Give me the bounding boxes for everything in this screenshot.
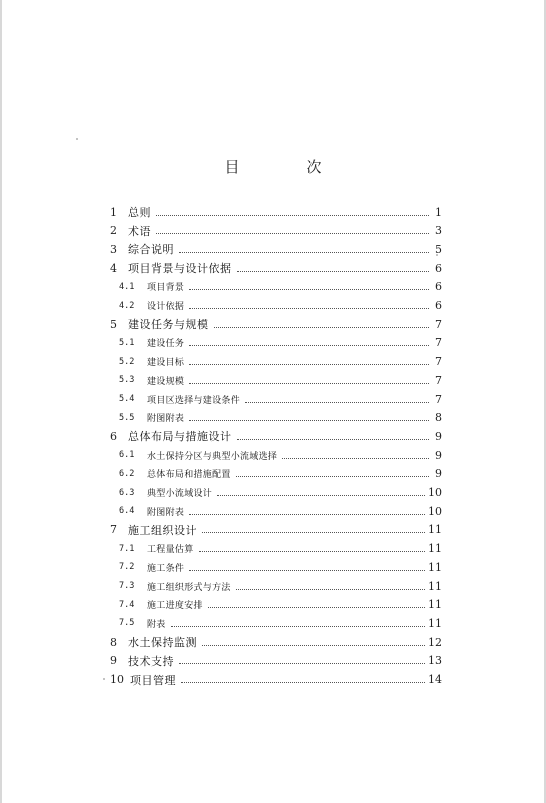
toc-entry-number: 6.2 <box>119 468 135 479</box>
toc-entry[interactable] <box>110 465 442 483</box>
toc-entry-page: 8 <box>435 411 442 425</box>
toc-dot-leader <box>156 213 429 216</box>
toc-entry-number: 4 <box>110 261 117 275</box>
toc-entry-page: 11 <box>428 523 442 537</box>
toc-entry-number: 1 <box>110 205 117 219</box>
toc-entry-number: 5.4 <box>119 394 135 404</box>
toc-dot-leader <box>236 587 425 590</box>
toc-entry[interactable] <box>110 484 442 502</box>
toc-entry-page: 7 <box>435 373 442 387</box>
toc-entry[interactable] <box>110 502 442 520</box>
toc-entry[interactable] <box>110 596 442 614</box>
toc-entry[interactable] <box>110 446 442 464</box>
toc-dot-leader <box>217 493 425 496</box>
toc-entry-label: 建设任务 <box>147 339 185 350</box>
toc-entry-label: 总则 <box>128 206 151 219</box>
toc-dot-leader <box>189 343 429 346</box>
page-left-edge <box>0 0 2 803</box>
toc-entry-number: 7.5 <box>119 618 135 629</box>
toc-entry-page: 7 <box>435 336 442 350</box>
toc-entry-number: 4.1 <box>119 281 135 292</box>
toc-entry-number: 6.4 <box>119 506 135 517</box>
scan-speck <box>103 678 105 680</box>
toc-entry-page: 11 <box>428 616 442 630</box>
toc-dot-leader <box>189 306 429 309</box>
toc-dot-leader <box>171 624 425 627</box>
toc-entry-number: 7.2 <box>119 562 135 573</box>
toc-dot-leader <box>237 437 430 440</box>
toc-entry-label: 项目区选择与建设条件 <box>147 395 241 406</box>
toc-entry-page: 7 <box>435 392 442 406</box>
toc-entry-number: 8 <box>110 635 117 649</box>
toc-dot-leader <box>189 381 429 384</box>
toc-entry[interactable] <box>110 297 442 315</box>
toc-dot-leader <box>189 568 425 571</box>
toc-entry-label: 建设任务与规模 <box>128 318 209 332</box>
toc-entry-number: 6.3 <box>119 487 135 498</box>
toc-entry-label: 项目背景与设计依据 <box>128 262 232 276</box>
toc-entry-label: 工程量估算 <box>147 545 194 556</box>
toc-entry-page: 6 <box>435 261 442 275</box>
toc-entry-page: 3 <box>435 224 442 238</box>
toc-entry-label: 项目管理 <box>130 673 176 687</box>
toc-entry[interactable] <box>110 259 442 277</box>
toc-entry-label: 施工组织形式与方法 <box>147 582 231 593</box>
toc-entry-label: 施工条件 <box>147 563 185 574</box>
toc-entry-number: 10 <box>110 673 124 686</box>
toc-entry[interactable] <box>110 240 442 258</box>
toc-dot-leader <box>282 456 429 459</box>
toc-entry-page: 6 <box>435 299 442 312</box>
toc-entry[interactable] <box>110 353 442 371</box>
toc-entry-label: 附表 <box>147 619 166 630</box>
toc-entry[interactable] <box>110 633 442 651</box>
toc-entry-page: 13 <box>428 654 442 668</box>
toc-entry-number: 6 <box>110 429 117 443</box>
toc-entry-number: 6.1 <box>119 450 135 461</box>
toc-entry-label: 附图附表 <box>147 507 185 518</box>
toc-entry-number: 3 <box>110 242 117 256</box>
toc-entry-page: 7 <box>435 355 442 369</box>
toc-entry-page: 10 <box>428 504 442 518</box>
toc-entry-page: 9 <box>435 448 442 462</box>
scan-speck <box>76 138 78 140</box>
toc-dot-leader <box>179 250 429 253</box>
toc-entry[interactable] <box>110 390 442 408</box>
toc-dot-leader <box>189 418 429 421</box>
toc-title: 目 次 <box>224 158 348 176</box>
toc-dot-leader <box>189 512 425 515</box>
toc-entry-page: 11 <box>428 598 442 612</box>
toc-entry[interactable] <box>110 614 442 632</box>
toc-entry-number: 5 <box>110 317 117 331</box>
toc-dot-leader <box>181 680 425 683</box>
toc-entry-number: 5.2 <box>119 356 135 367</box>
toc-entry-label: 附图附表 <box>147 414 185 425</box>
toc-entry[interactable] <box>110 371 442 389</box>
toc-entry-label: 水土保持监测 <box>128 636 197 650</box>
toc-entry[interactable] <box>110 278 442 296</box>
toc-dot-leader <box>189 287 429 290</box>
toc-entry-number: 2 <box>110 224 117 238</box>
toc-entry-label: 综合说明 <box>128 243 174 257</box>
toc-entry[interactable] <box>110 671 442 689</box>
toc-entry-label: 总体布局与措施设计 <box>128 430 232 444</box>
toc-entry-page: 5 <box>435 242 442 256</box>
toc-entry[interactable] <box>110 222 442 240</box>
toc-entry-page: 11 <box>428 579 442 593</box>
toc-entry-page: 12 <box>428 635 442 649</box>
toc-entry[interactable] <box>110 521 442 539</box>
toc-dot-leader <box>202 530 425 533</box>
toc-entry-number: 5.3 <box>119 375 135 386</box>
toc-dot-leader <box>199 549 425 552</box>
toc-entry-label: 设计依据 <box>147 302 185 312</box>
toc-dot-leader <box>189 362 429 365</box>
toc-entry[interactable] <box>110 203 442 221</box>
toc-dot-leader <box>202 643 425 646</box>
toc-entry-label: 水土保持分区与典型小流域选择 <box>147 451 278 462</box>
toc-dot-leader <box>245 400 429 403</box>
toc-dot-leader <box>237 269 430 272</box>
toc-entry-label: 技术支持 <box>128 654 174 668</box>
toc-entry-page: 1 <box>435 205 442 219</box>
toc-entry-page: 10 <box>428 486 442 499</box>
toc-entry-number: 7.1 <box>119 543 135 554</box>
toc-entry[interactable] <box>110 652 442 670</box>
toc-dot-leader <box>179 661 425 664</box>
toc-entry-page: 6 <box>435 280 442 294</box>
toc-dot-leader <box>214 325 430 328</box>
toc-entry[interactable] <box>110 558 442 576</box>
toc-entry-number: 7.4 <box>119 599 135 610</box>
toc-entry[interactable] <box>110 427 442 445</box>
toc-entry[interactable] <box>110 540 442 558</box>
toc-entry-label: 建设规模 <box>147 376 185 387</box>
toc-dot-leader <box>156 231 429 234</box>
toc-entry-label: 术语 <box>128 224 151 238</box>
toc-entry-number: 5.5 <box>119 412 135 423</box>
toc-entry-label: 总体布局和措施配置 <box>147 470 231 481</box>
toc-entry[interactable] <box>110 409 442 427</box>
toc-entry-label: 施工进度安排 <box>147 601 203 612</box>
toc-entry-number: 4.2 <box>119 300 135 311</box>
toc-entry[interactable] <box>110 577 442 595</box>
toc-entry-page: 11 <box>428 560 442 574</box>
toc-entry-page: 11 <box>428 542 442 556</box>
toc-entry[interactable] <box>110 334 442 352</box>
toc-entry-label: 建设目标 <box>147 358 185 369</box>
toc-entry-label: 典型小流域设计 <box>147 489 213 499</box>
toc-dot-leader <box>236 474 429 477</box>
toc-entry[interactable] <box>110 315 442 333</box>
toc-entry-number: 7 <box>110 523 117 537</box>
toc-entry-number: 7.3 <box>119 581 135 591</box>
toc-entry-page: 9 <box>435 429 442 443</box>
toc-entry-page: 7 <box>435 317 442 331</box>
toc-entry-label: 施工组织设计 <box>128 523 197 537</box>
toc-dot-leader <box>208 605 425 608</box>
toc-entry-number: 9 <box>110 654 117 668</box>
toc-entry-label: 项目背景 <box>147 283 185 294</box>
toc-entry-page: 9 <box>435 467 442 481</box>
toc-entry-page: 14 <box>428 673 442 686</box>
toc-entry-number: 5.1 <box>119 337 135 348</box>
